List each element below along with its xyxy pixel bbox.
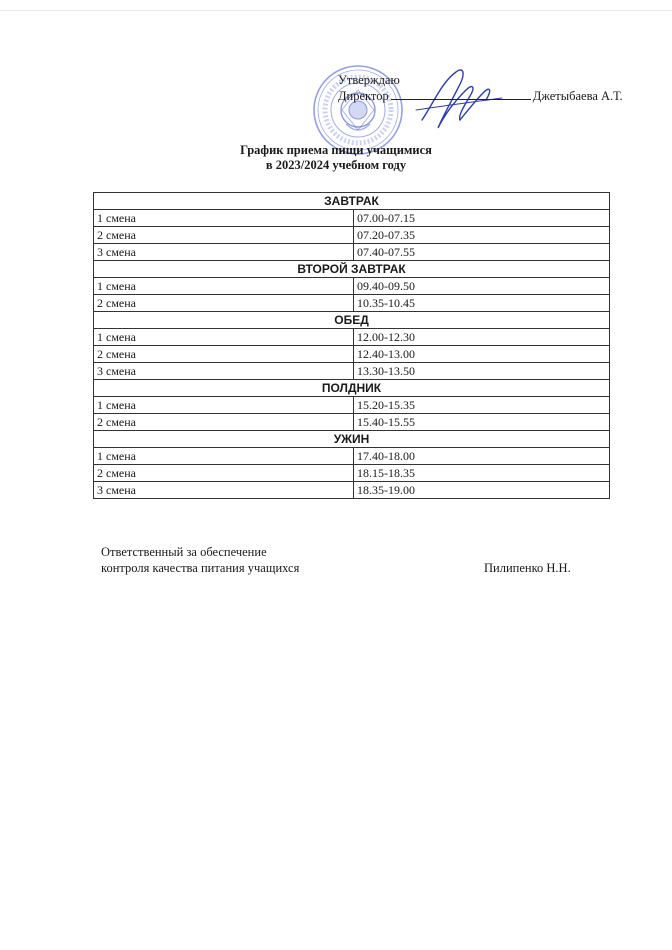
- time-cell: 10.35-10.45: [354, 295, 610, 312]
- responsible-line-1: Ответственный за обеспечение: [101, 545, 267, 559]
- shift-cell: 3 смена: [94, 482, 354, 499]
- meal-header-row: [94, 380, 610, 397]
- time-cell: 12.00-12.30: [354, 329, 610, 346]
- meal-name: ОБЕД: [94, 312, 610, 329]
- shift-cell: 2 смена: [94, 227, 354, 244]
- director-name: Джетыбаева А.Т.: [532, 89, 623, 103]
- table-row: [94, 414, 610, 431]
- signature-line: [391, 88, 531, 100]
- director-label: Директор: [338, 89, 389, 103]
- shift-cell: 3 смена: [94, 244, 354, 261]
- table-row: [94, 295, 610, 312]
- table-row: [94, 278, 610, 295]
- meal-name: ВТОРОЙ ЗАВТРАК: [94, 261, 610, 278]
- meal-header-row: [94, 193, 610, 210]
- time-cell: 15.20-15.35: [354, 397, 610, 414]
- shift-cell: 1 смена: [94, 448, 354, 465]
- shift-cell: 3 смена: [94, 363, 354, 380]
- shift-cell: 1 смена: [94, 278, 354, 295]
- shift-cell: 1 смена: [94, 397, 354, 414]
- meal-header-row: [94, 261, 610, 278]
- time-cell: 12.40-13.00: [354, 346, 610, 363]
- table-row: [94, 346, 610, 363]
- responsible-block: [101, 544, 299, 576]
- table-row: [94, 227, 610, 244]
- document-title: График приема пищи учащимися: [240, 143, 432, 157]
- shift-cell: 1 смена: [94, 329, 354, 346]
- meal-name: ЗАВТРАК: [94, 193, 610, 210]
- table-row: [94, 465, 610, 482]
- director-row: [338, 88, 623, 104]
- time-cell: 09.40-09.50: [354, 278, 610, 295]
- shift-cell: 2 смена: [94, 346, 354, 363]
- responsible-name: Пилипенко Н.Н.: [484, 561, 571, 575]
- shift-cell: 1 смена: [94, 210, 354, 227]
- document-subtitle: в 2023/2024 учебном году: [265, 158, 407, 172]
- table-row: [94, 397, 610, 414]
- time-cell: 18.35-19.00: [354, 482, 610, 499]
- table-row: [94, 363, 610, 380]
- shift-cell: 2 смена: [94, 465, 354, 482]
- scan-edge: [0, 10, 672, 11]
- time-cell: 07.20-07.35: [354, 227, 610, 244]
- time-cell: 17.40-18.00: [354, 448, 610, 465]
- approved-label: Утверждаю: [338, 73, 400, 87]
- table-row: [94, 210, 610, 227]
- time-cell: 15.40-15.55: [354, 414, 610, 431]
- responsible-line-2: контроля качества питания учащихся: [101, 561, 300, 575]
- time-cell: 07.00-07.15: [354, 210, 610, 227]
- approval-block: [338, 72, 623, 104]
- time-cell: 13.30-13.50: [354, 363, 610, 380]
- table-row: [94, 482, 610, 499]
- meal-header-row: [94, 431, 610, 448]
- table-row: [94, 448, 610, 465]
- shift-cell: 2 смена: [94, 295, 354, 312]
- table-row: [94, 329, 610, 346]
- meal-name: ПОЛДНИК: [94, 380, 610, 397]
- time-cell: 18.15-18.35: [354, 465, 610, 482]
- table-row: [94, 244, 610, 261]
- shift-cell: 2 смена: [94, 414, 354, 431]
- meal-schedule-table: [93, 192, 610, 499]
- meal-header-row: [94, 312, 610, 329]
- time-cell: 07.40-07.55: [354, 244, 610, 261]
- meal-name: УЖИН: [94, 431, 610, 448]
